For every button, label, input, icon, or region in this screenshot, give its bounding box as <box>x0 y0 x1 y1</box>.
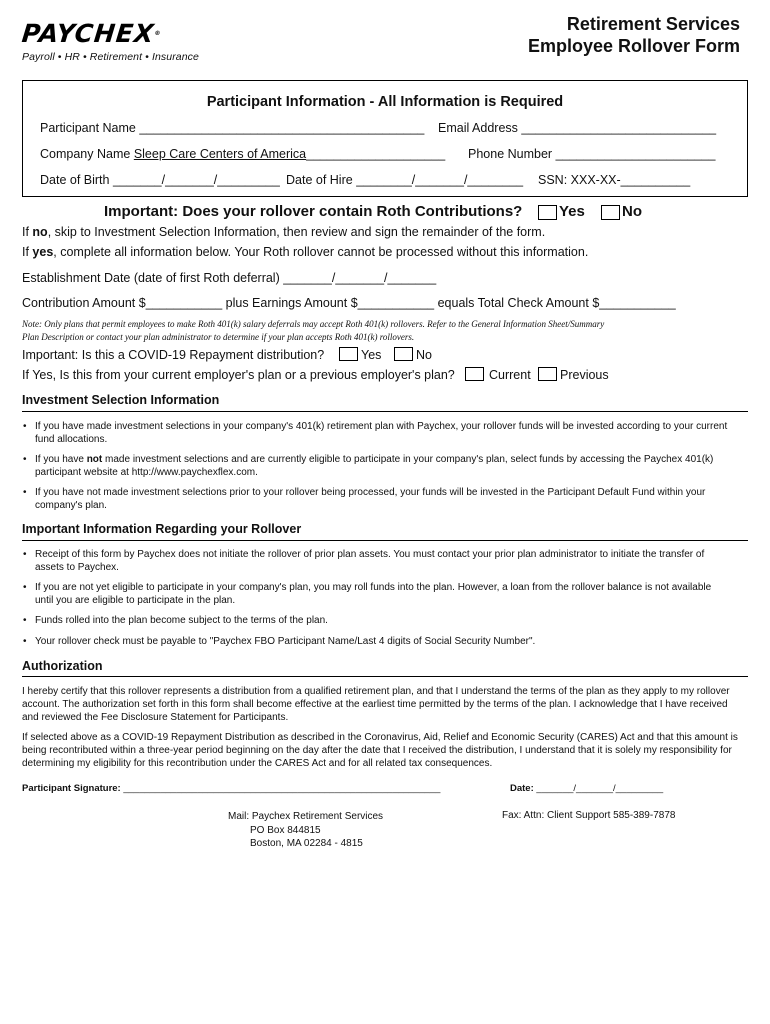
date-label: Date: <box>510 783 534 794</box>
investment-rule <box>22 411 748 412</box>
signature-label: Participant Signature: <box>22 783 121 794</box>
roth-question: Important: Does your rollover contain Roth Contributions? <box>104 203 523 220</box>
participant-info-heading: Participant Information - All Information is Required <box>206 94 564 110</box>
ssn-field[interactable]: __________ <box>620 173 691 187</box>
roth-no-checkbox[interactable] <box>601 205 620 220</box>
authorization-paragraph-2: If selected above as a COVID-19 Repayment Distribution as described in the Coronavirus, Aid, Relief and Economic Security (CARES) Act and that this amount is being recontributed within a three-year period beginning on the day after the date that I received the distribution, I understand that it is solely my responsibility for determining my eligibility for this recontribution under the CARES Act and for all related tax consequences. <box>22 732 738 769</box>
list-item: • If you have not made investment selections and are currently eligible to participate in your company's plan, select funds by accessing the Paychex 401(k) participant website at http://www.paychexflex.com. <box>22 454 732 479</box>
covid-yes-checkbox[interactable] <box>339 347 358 361</box>
signature-field[interactable]: ____________________________________________________________ <box>123 783 441 794</box>
list-item: • If you are not yet eligible to participate in your company's plan, you may roll funds into the plan. However, a loan from the rollover balance is not available until you are eligible to participate in the plan. <box>22 582 732 607</box>
signature-row <box>22 783 440 794</box>
contribution-amount-field[interactable]: Contribution Amount $___________ plus Earnings Amount $___________ equals Total Check Amount $___________ <box>22 296 676 310</box>
participant-name-label: Participant Name _________________________________________ <box>40 121 425 135</box>
authorization-paragraph-1: I hereby certify that this rollover represents a distribution from a qualified retirement plan, and that I understand the terms of the plan as they apply to my rollover account. The authorization set forth in this form shall become effective at the earliest time permitted by the terms of the plan. I acknowledge that I have received and reviewed the Fee Disclosure Statement for Participants. <box>22 686 730 723</box>
participant-name-field[interactable]: _________________________________________ <box>139 121 425 135</box>
investment-list <box>22 421 732 512</box>
company-name-field[interactable]: Sleep Care Centers of America <box>133 147 307 161</box>
list-item: • Your rollover check must be payable to "Paychex FBO Participant Name/Last 4 digits of Social Security Number". <box>22 636 732 649</box>
phone-label: Phone Number _______________________ <box>468 147 716 161</box>
list-item: • If you have not made investment selections prior to your rollover being processed, your funds will be invested in the Participant Default Fund within your company's plan. <box>22 487 732 512</box>
participant-info-box <box>22 80 748 197</box>
roth-note: Note: Only plans that permit employees to make Roth 401(k) salary deferrals may accept Roth 401(k) rollovers. Refer to the General Information Sheet/Summary Plan Description or contact your plan administrator to determine if your plan accepts Roth 401(k) rollovers. <box>22 319 605 342</box>
date-row <box>510 783 663 794</box>
form-title: Retirement Services Employee Rollover Form <box>527 14 740 56</box>
ssn-label: SSN: XXX-XX-__________ <box>538 173 691 187</box>
rollover-info-heading: Important Information Regarding your Rollover <box>22 522 302 536</box>
dob-field[interactable]: _______/_______/_________ <box>112 173 280 187</box>
roth-yes-checkbox[interactable] <box>538 205 557 220</box>
dob-label: Date of Birth _______/_______/_________ <box>40 173 280 187</box>
paychex-logo <box>22 20 199 63</box>
doh-label: Date of Hire ________/_______/________ <box>286 173 524 187</box>
fax-info: Fax: Attn: Client Support 585-389-7878 <box>502 810 676 821</box>
covid-yes-label: Yes <box>361 348 382 362</box>
list-item: • Receipt of this form by Paychex does not initiate the rollover of prior plan assets. You must contact your prior plan administrator to initiate the transfer of assets to Paychex. <box>22 549 732 574</box>
mail-address: Mail: Paychex Retirement Services PO Box 844815 Boston, MA 02284 - 4815 <box>228 811 384 849</box>
authorization-rule <box>22 676 748 677</box>
date-field[interactable]: _______/_______/_________ <box>536 783 664 794</box>
tagline: Payroll • HR • Retirement • Insurance <box>22 51 199 63</box>
current-employer-checkbox[interactable] <box>465 367 484 381</box>
investment-heading: Investment Selection Information <box>22 393 220 407</box>
roth-no-label: No <box>622 203 642 220</box>
previous-employer-checkbox[interactable] <box>538 367 557 381</box>
previous-employer-label: Previous <box>560 368 609 382</box>
list-item: • If you have made investment selections in your company's 401(k) retirement plan with Paychex, your rollover funds will be invested according to your current fund allocations. <box>22 421 732 446</box>
rollover-info-list <box>22 549 732 648</box>
establishment-date-field[interactable]: Establishment Date (date of first Roth deferral) _______/_______/_______ <box>22 271 437 285</box>
doh-field[interactable]: ________/_______/________ <box>356 173 524 187</box>
logo-wordmark: PAYCHEX® <box>20 19 162 48</box>
employer-plan-question: If Yes, Is this from your current employer's plan or a previous employer's plan? <box>22 368 455 382</box>
rollover-info-rule <box>22 540 748 541</box>
covid-no-checkbox[interactable] <box>394 347 413 361</box>
company-name-label: Company Name Sleep Care Centers of America____________________ <box>40 147 446 161</box>
roth-yes-label: Yes <box>559 203 585 220</box>
current-employer-label: Current <box>489 368 531 382</box>
email-field[interactable]: ____________________________ <box>521 121 717 135</box>
authorization-heading: Authorization <box>22 659 103 673</box>
email-label: Email Address ____________________________ <box>438 121 717 135</box>
phone-field[interactable]: _______________________ <box>555 147 716 161</box>
if-no-instruction: If no, skip to Investment Selection Information, then review and sign the remainder of the form. <box>22 225 546 239</box>
if-yes-instruction: If yes, complete all information below. Your Roth rollover cannot be processed without this information. <box>22 245 589 259</box>
covid-no-label: No <box>416 348 432 362</box>
list-item: • Funds rolled into the plan become subject to the terms of the plan. <box>22 615 732 628</box>
covid-question: Important: Is this a COVID-19 Repayment distribution? <box>22 348 325 362</box>
